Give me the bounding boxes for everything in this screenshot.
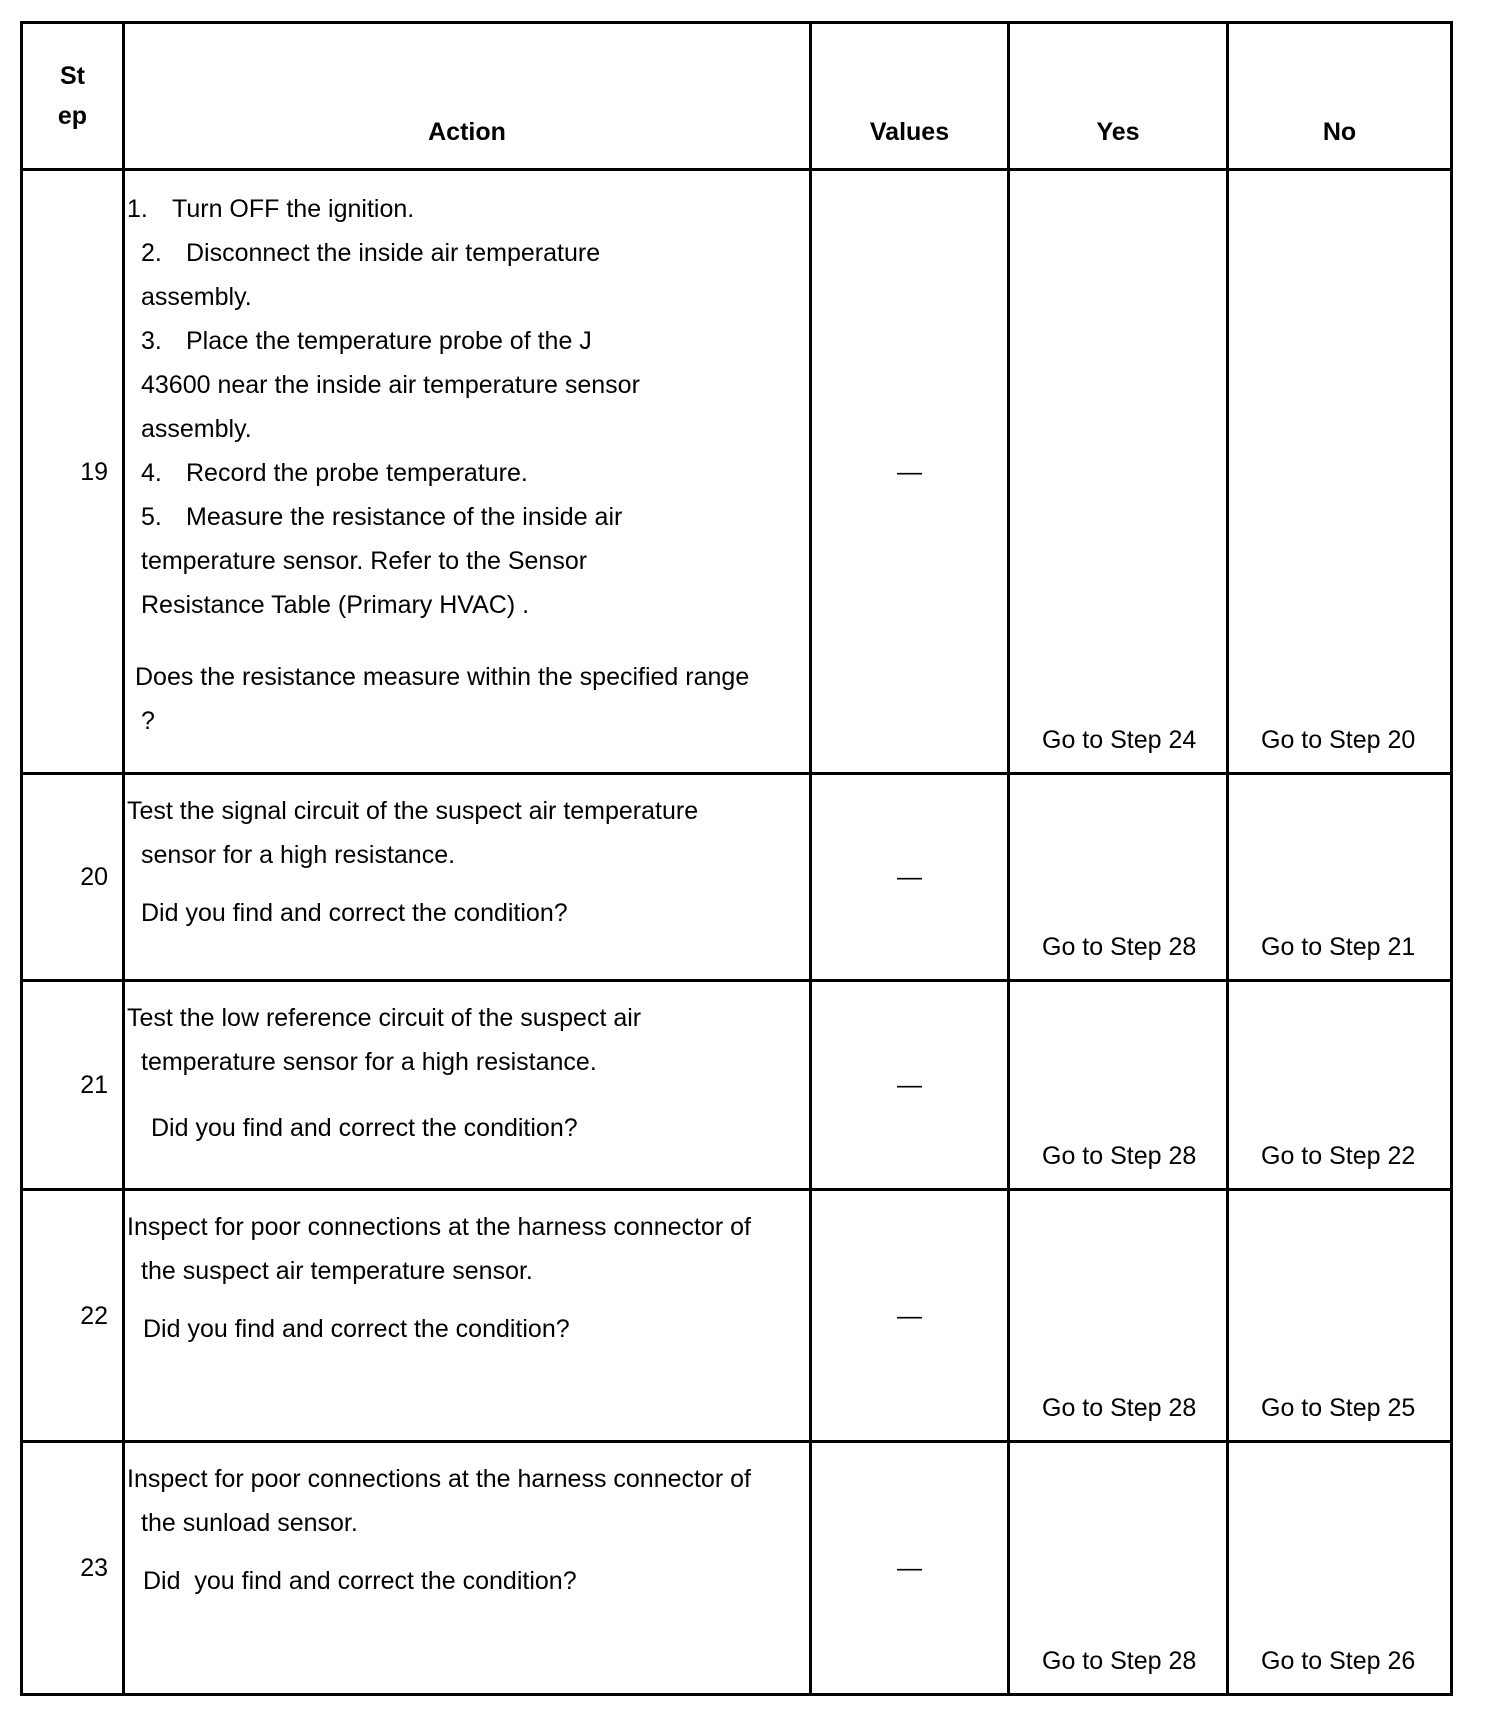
action-item [127, 319, 809, 363]
header-action: Action [124, 23, 811, 170]
action-item [127, 495, 809, 539]
item-text: Measure the resistance of the inside air [186, 503, 623, 531]
step-number: 22 [22, 1190, 124, 1442]
yes-cell: Go to Step 28 [1009, 1442, 1228, 1695]
step-number: 23 [22, 1442, 124, 1695]
step-number: 20 [22, 774, 124, 981]
action-item [127, 187, 809, 231]
header-step-line2: ep [57, 102, 88, 130]
action-question: Did you find and correct the condition? [141, 899, 568, 927]
header-step [22, 23, 124, 170]
action-cell [124, 1442, 811, 1695]
table-row [22, 1442, 1452, 1695]
action-cell [124, 981, 811, 1190]
action-line: Test the signal circuit of the suspect air temperature [127, 797, 699, 825]
action-line: temperature sensor for a high resistance. [141, 1048, 597, 1076]
no-cell: Go to Step 25 [1228, 1190, 1452, 1442]
diagnostic-step-table [20, 21, 1453, 1696]
values-cell: — [811, 1190, 1009, 1442]
step-number: 21 [22, 981, 124, 1190]
no-cell: Go to Step 22 [1228, 981, 1452, 1190]
action-item: temperature sensor. Refer to the Sensor [141, 547, 588, 575]
table-row [22, 170, 1452, 774]
yes-cell: Go to Step 24 [1009, 170, 1228, 774]
values-cell: — [811, 981, 1009, 1190]
action-question: Did you find and correct the condition? [143, 1567, 577, 1595]
action-item: assembly. [141, 415, 252, 443]
item-text: Turn OFF the ignition. [172, 195, 415, 223]
yes-cell: Go to Step 28 [1009, 981, 1228, 1190]
action-cell [124, 1190, 811, 1442]
table-header-row [22, 23, 1452, 170]
item-number: 1. [127, 195, 148, 223]
action-line: Inspect for poor connections at the harness connector of [127, 1465, 751, 1493]
item-number: 3. [141, 327, 162, 355]
action-item: assembly. [141, 283, 252, 311]
header-no: No [1228, 23, 1452, 170]
no-cell: Go to Step 21 [1228, 774, 1452, 981]
header-yes: Yes [1009, 23, 1228, 170]
item-text: Record the probe temperature. [186, 459, 528, 487]
table-row [22, 981, 1452, 1190]
table-row [22, 774, 1452, 981]
action-item: 43600 near the inside air temperature sensor [141, 371, 640, 399]
item-number: 5. [141, 503, 162, 531]
item-number: 4. [141, 459, 162, 487]
values-cell: — [811, 1442, 1009, 1695]
action-line: sensor for a high resistance. [141, 841, 456, 869]
no-cell: Go to Step 26 [1228, 1442, 1452, 1695]
action-line: the sunload sensor. [141, 1509, 358, 1537]
values-cell: — [811, 774, 1009, 981]
yes-cell: Go to Step 28 [1009, 1190, 1228, 1442]
header-step-line1: St [60, 62, 85, 90]
item-text: Place the temperature probe of the J [186, 327, 592, 355]
action-item: Resistance Table (Primary HVAC) . [141, 591, 530, 619]
action-item [127, 451, 809, 495]
action-question-end: ? [141, 707, 155, 735]
table-row [22, 1190, 1452, 1442]
no-cell: Go to Step 20 [1228, 170, 1452, 774]
action-item [127, 231, 809, 275]
values-cell: — [811, 170, 1009, 774]
action-question: Did you find and correct the condition? [143, 1315, 570, 1343]
action-line: Test the low reference circuit of the suspect air [127, 1004, 642, 1032]
item-text: Disconnect the inside air temperature [186, 239, 601, 267]
yes-cell: Go to Step 28 [1009, 774, 1228, 981]
step-number: 19 [22, 170, 124, 774]
action-question: Does the resistance measure within the specified range [135, 663, 750, 691]
action-cell [124, 170, 811, 774]
action-line: the suspect air temperature sensor. [141, 1257, 533, 1285]
action-question: Did you find and correct the condition? [151, 1114, 578, 1142]
item-number: 2. [141, 239, 162, 267]
header-values: Values [811, 23, 1009, 170]
action-cell [124, 774, 811, 981]
action-line: Inspect for poor connections at the harness connector of [127, 1213, 751, 1241]
